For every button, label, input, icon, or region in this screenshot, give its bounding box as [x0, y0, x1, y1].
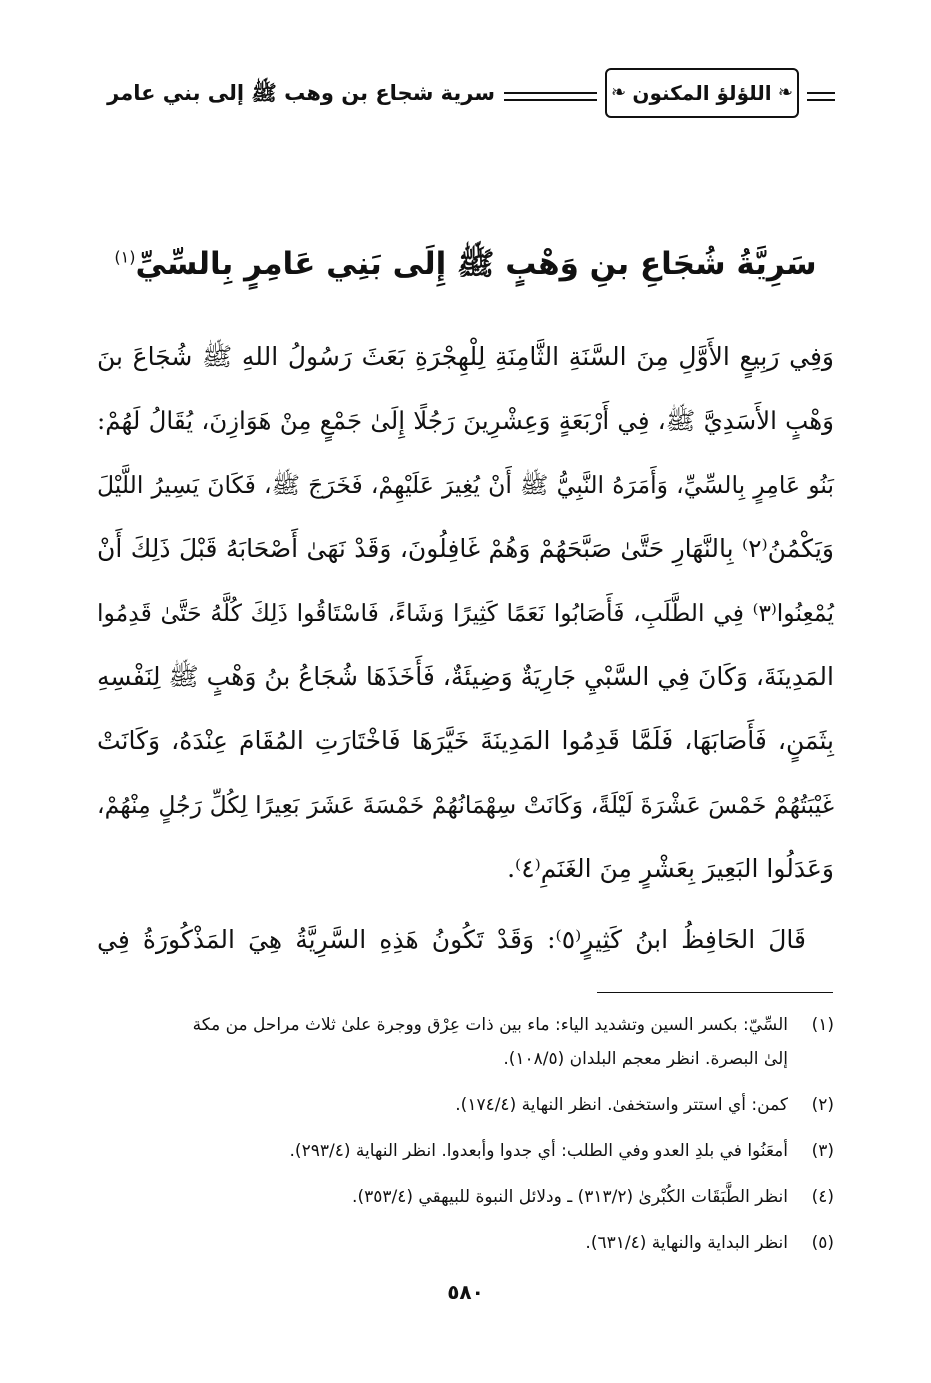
text-line: وَيَكْمُنُ⁽٢⁾ بِالنَّهَارِ حَتَّىٰ صَبَّحَهُمْ وَهُمْ غَافِلُونَ، وَقَدْ نَهَىٰ أَصْحَابَهُ قَبْلَ ذَلِكَ أَنْ — [97, 534, 834, 563]
ornament-icon: ❧ — [611, 82, 627, 103]
chapter-title: سرية شجاع بن وهب ﷺ إلى بني عامر — [107, 81, 495, 105]
text-line: وَهْبٍ الأَسَدِيَّ ﷺ، فِي أَرْبَعَةٍ وَعِشْرِينَ رَجُلًا إِلَىٰ جَمْعٍ مِنْ هَوَازِنَ، يُقَالُ لَهُمْ: — [97, 406, 834, 435]
footnote-number: (٤) — [811, 1187, 834, 1207]
footnote-number: (٢) — [811, 1095, 834, 1115]
heading-footnote-ref: (١) — [114, 247, 136, 267]
footnote — [97, 1134, 834, 1168]
text-line: غَيْبَتُهُمْ خَمْسَ عَشْرَةَ لَيْلَةً، وَكَانَتْ سِهْمَانُهُمْ خَمْسَةَ عَشَرَ بَعِيرًا لِكُلِّ رَجُلٍ مِنْهُمْ، — [97, 791, 834, 819]
page-number: ٥٨٠ — [447, 1280, 484, 1304]
footnote-text: انظر الطَّبَقَات الكُبْرىٰ (٣١٣/٢) ـ ودلائل النبوة للبيهقي (٣٥٣/٤). — [352, 1187, 788, 1207]
book-title: اللؤلؤ المكنون — [632, 81, 772, 105]
text-line: قَالَ الحَافِظُ ابنُ كَثِيرٍ⁽٥⁾: وَقَدْ تَكُونُ هَذِهِ السَّرِيَّةُ هِيَ المَذْكُورَةُ فِي — [97, 925, 806, 954]
text-line: المَدِينَةَ، وَكَانَ فِي السَّبْيِ جَارِيَةٌ وَضِيئَةٌ، فَأَخَذَهَا شُجَاعُ بنُ وَهْبٍ ﷺ لِنَفْسِهِ — [97, 662, 834, 691]
footnote — [97, 1180, 834, 1214]
footnote-text: كمن: أي استتر واستخفىٰ. انظر النهاية (١٧٤/٤). — [455, 1095, 788, 1115]
footnote-continuation — [97, 1042, 834, 1076]
text-line: بَنُو عَامِرٍ بِالسِّيِّ، وَأَمَرَهُ النَّبِيُّ ﷺ أَنْ يُغِيرَ عَلَيْهِمْ، فَخَرَجَ ﷺ، فَكَانَ يَسِيرُ اللَّيْلَ — [97, 471, 834, 499]
footnote-text: انظر البداية والنهاية (٦٣١/٤). — [585, 1233, 788, 1253]
footnote-text: إلىٰ البصرة. انظر معجم البلدان (١٠٨/٥). — [503, 1049, 788, 1069]
footnote-text: السِّيّ: بكسر السين وتشديد الياء: ماء بين ذات عِرْق ووجرة علىٰ ثلاث مراحل من مكة — [192, 1015, 788, 1035]
footnote-number: (١) — [811, 1015, 834, 1035]
running-header — [95, 64, 835, 126]
header-rule-middle — [504, 92, 597, 101]
footnote — [97, 1226, 834, 1260]
text-line: وَفِي رَبِيعٍ الأَوَّلِ مِنَ السَّنَةِ الثَّامِنَةِ لِلْهِجْرَةِ بَعَثَ رَسُولُ اللهِ ﷺ شُجَاعَ بنَ — [97, 342, 834, 371]
section-heading — [100, 245, 831, 290]
header-rule-right — [807, 92, 835, 101]
text-line: يُمْعِنُوا⁽٣⁾ فِي الطَّلَبِ، فَأَصَابُوا نَعَمًا كَثِيرًا وَشَاءً، فَاسْتَاقُوا ذَلِكَ كُلَّهُ حَتَّىٰ قَدِمُوا — [97, 599, 834, 627]
footnote-text: أمعَنُوا في بلدِ العدو وفي الطلب: أي جدوا وأبعدوا. انظر النهاية (٢٩٣/٤). — [289, 1141, 788, 1161]
book-title-frame — [605, 68, 799, 118]
footnote — [97, 1088, 834, 1122]
text-line: وَعَدَلُوا البَعِيرَ بِعَشْرٍ مِنَ الغَنَمِ⁽٤⁾. — [507, 854, 834, 883]
ornament-icon: ❧ — [777, 82, 793, 103]
text-line: بِثَمَنٍ، فَأَصَابَهَا، فَلَمَّا قَدِمُوا المَدِينَةَ خَيَّرَهَا فَاخْتَارَتِ المُقَامَ عِنْدَهُ، وَكَانَتْ — [97, 726, 834, 755]
footnote-number: (٥) — [811, 1233, 834, 1253]
footnote — [97, 1008, 834, 1042]
section-heading-text: سَرِيَّةُ شُجَاعِ بنِ وَهْبٍ ﷺ إِلَى بَنِي عَامِرٍ بِالسِّيِّ — [135, 246, 817, 282]
footnote-number: (٣) — [811, 1141, 834, 1161]
footnote-separator — [597, 992, 833, 993]
